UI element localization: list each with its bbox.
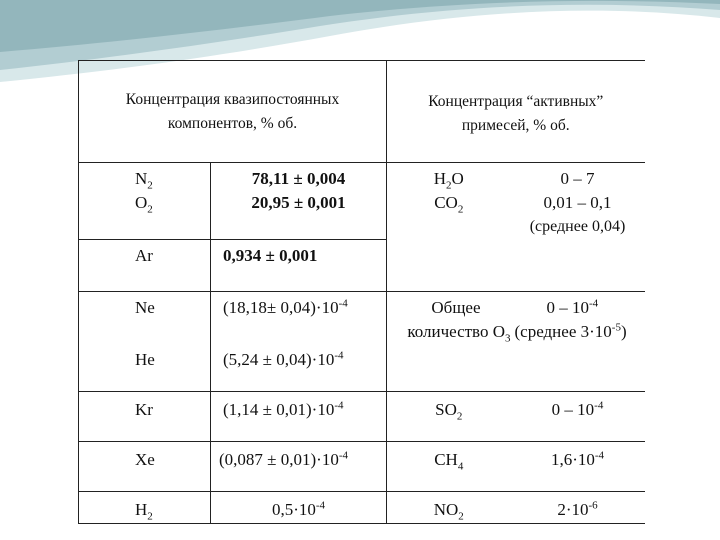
row-ar-symbol: Ar bbox=[79, 239, 211, 291]
row-o3-label: Общее количество $O_3$ bbox=[387, 291, 511, 391]
header-stable-components: Концентрация квазипостоянных компонентов, % об. bbox=[79, 61, 387, 163]
row-no2-symbol: $NO_2$ bbox=[387, 491, 511, 523]
row-o3-value: $0 - 10^{-4}$ (среднее $3\cdot 10^{-5}$) bbox=[511, 291, 645, 391]
row-xe-symbol: Xe bbox=[79, 441, 211, 491]
row-h2o-co2-symbols: $H_2O$ $CO_2$ bbox=[433, 169, 464, 216]
row-n2-o2-values: 78,11 ± 0,004 20,95 ± 0,001 bbox=[211, 163, 387, 240]
row-no2-value: $2\cdot 10^{-6}$ bbox=[511, 491, 645, 523]
row-ne-he-values: $(18,18\pm 0,04)\cdot 10^{-4}$ $(5,24 \pm 0,04)\cdot 10^{-4}$ bbox=[211, 291, 387, 391]
row-kr-value: $(1,14 \pm 0,01)\cdot 10^{-4}$ bbox=[211, 391, 387, 441]
row-ch4-value: $1,6\cdot 10^{-4}$ bbox=[511, 441, 645, 491]
row-n2-o2-symbols: $N_2$ $O_2$ bbox=[79, 163, 211, 240]
row-so2-value: $0 - 10^{-4}$ bbox=[511, 391, 645, 441]
row-ch4-symbol: $CH_4$ bbox=[387, 441, 511, 491]
header-active-impurities: Концентрация “активных” примесей, % об. bbox=[387, 61, 645, 163]
row-h2o-co2-values: 0 – 7 0,01 – 0,1 (среднее 0,04) bbox=[529, 169, 626, 235]
row-h2-symbol: $H_2$ bbox=[79, 491, 211, 523]
row-ne-he-symbols: Ne He bbox=[79, 291, 211, 391]
row-ar-value: 0,934 ± 0,001 bbox=[211, 239, 387, 291]
row-kr-symbol: Kr bbox=[79, 391, 211, 441]
row-so2-symbol: $SO_2$ bbox=[387, 391, 511, 441]
atmosphere-composition-table bbox=[78, 60, 645, 524]
row-xe-value: $(0,087 \pm 0,01)\cdot 10^{-4}$ bbox=[211, 441, 387, 491]
row-h2-value: $0,5\cdot 10^{-4}$ bbox=[211, 491, 387, 523]
